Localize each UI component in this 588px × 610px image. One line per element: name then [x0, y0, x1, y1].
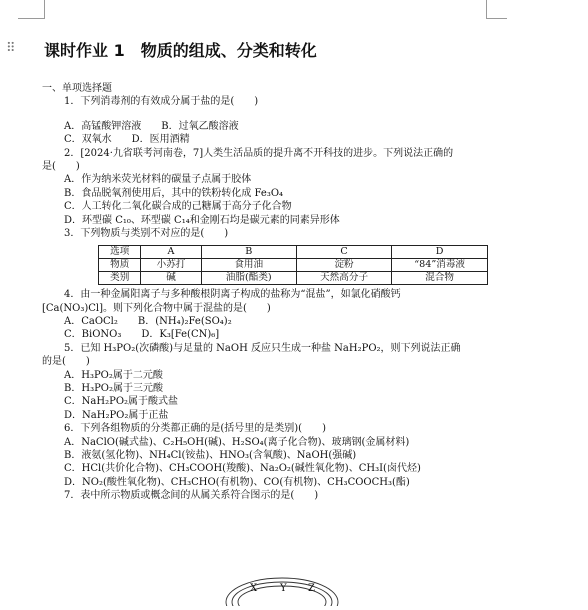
q2-stem-line2: 是( ) [42, 160, 80, 172]
q1-options-ab: A．高锰酸钾溶液 B．过氧乙酸溶液 [64, 120, 239, 132]
q3-table [98, 245, 488, 285]
q2-option-a: A．作为纳米荧光材料的碳量子点属于胶体 [64, 174, 252, 186]
table-cell: A [141, 246, 201, 259]
q4-stem-line2: [Ca(NO₃)Cl]。则下列化合物中属于混盐的是( ) [42, 302, 271, 314]
venn-label-y: Y [280, 583, 287, 594]
q6-option-b: B．液氨(氢化物)、NH₄Cl(铵盐)、HNO₃(含氧酸)、NaOH(强碱) [64, 449, 357, 461]
q1-options-cd: C．双氧水 D．医用酒精 [64, 134, 190, 146]
q2-stem-line1: 2．[2024·九省联考河南卷，7]人类生活品质的提升离不开科技的进步。下列说法正确的 [64, 147, 454, 159]
table-row [99, 259, 488, 272]
q2-option-c: C．人工转化二氧化碳合成的己糖属于高分子化合物 [64, 201, 292, 213]
table-cell: B [201, 246, 296, 259]
crop-mark-top-left [18, 0, 45, 19]
q5-option-a: A．H₃PO₂属于二元酸 [64, 369, 163, 381]
venn-diagram [224, 566, 340, 606]
table-cell: D [392, 246, 488, 259]
page-title: 课时作业 1 物质的组成、分类和转化 [44, 41, 317, 60]
table-cell: 食用油 [201, 259, 296, 272]
q5-option-c: C．NaH₂PO₂属于酸式盐 [64, 396, 179, 408]
q5-option-d: D．NaH₂PO₂属于正盐 [64, 409, 169, 421]
venn-label-z: Z [308, 583, 315, 594]
table-cell: 碱 [141, 272, 201, 285]
crop-mark-top-right [486, 0, 507, 19]
q6-option-c: C．HCl(共价化合物)、CH₃COOH(羧酸)、Na₂O₂(碱性氧化物)、CH₃I(卤代烃) [64, 463, 421, 475]
q6-option-a: A．NaClO(碱式盐)、C₂H₅OH(碱)、H₂SO₄(离子化合物)、玻璃钢(金属材料) [64, 436, 410, 448]
table-cell: 物质 [99, 259, 141, 272]
q2-option-b: B．食品脱氧剂使用后，其中的铁粉转化成 Fe₃O₄ [64, 187, 284, 199]
q5-stem-line2: 的是( ) [42, 356, 90, 368]
table-cell: C [296, 246, 391, 259]
table-cell: 天然高分子 [296, 272, 391, 285]
q3-stem: 3．下列物质与类别不对应的是( ) [64, 227, 229, 239]
q5-stem-line1: 5．已知 H₃PO₂(次磷酸)与足量的 NaOH 反应只生成一种盐 NaH₂PO₂，则下列说法正确 [64, 342, 461, 354]
table-cell: “84”消毒液 [392, 259, 488, 272]
table-cell: 混合物 [392, 272, 488, 285]
table-row [99, 246, 488, 259]
table-row [99, 272, 488, 285]
q7-stem: 7．表中所示物质或概念间的从属关系符合图示的是( ) [64, 490, 319, 502]
q5-option-b: B．H₃PO₂属于三元酸 [64, 383, 164, 395]
q1-stem: 1．下列消毒剂的有效成分属于盐的是( ) [64, 96, 259, 108]
q4-options-ab: A．CaOCl₂ B．(NH₄)₂Fe(SO₄)₂ [64, 316, 232, 328]
table-cell: 类别 [99, 272, 141, 285]
table-cell: 小苏打 [141, 259, 201, 272]
document-body [42, 82, 488, 503]
table-cell: 淀粉 [296, 259, 391, 272]
drag-handle-icon[interactable]: ⠿ [6, 41, 15, 56]
q6-option-d: D．NO₂(酸性氧化物)、CH₃CHO(有机物)、CO(有机物)、CH₃COOCH₃(酯) [64, 476, 410, 488]
venn-label-x: X [250, 583, 258, 594]
table-cell: 选项 [99, 246, 141, 259]
q6-stem: 6．下列各组物质的分类都正确的是(括号里的是类别)( ) [64, 423, 326, 435]
q4-stem-line1: 4．由一种金属阳离子与多种酸根阴离子构成的盐称为“混盐”，如氯化硝酸钙 [64, 289, 401, 301]
section-heading: 一、单项选择题 [42, 83, 112, 94]
q4-options-cd: C．BiONO₃ D．K₃[Fe(CN)₆] [64, 329, 220, 341]
table-cell: 油脂(酯类) [201, 272, 296, 285]
q2-option-d: D．环型碳 C₁₀、环型碳 C₁₄和金刚石均是碳元素的同素异形体 [64, 214, 340, 226]
